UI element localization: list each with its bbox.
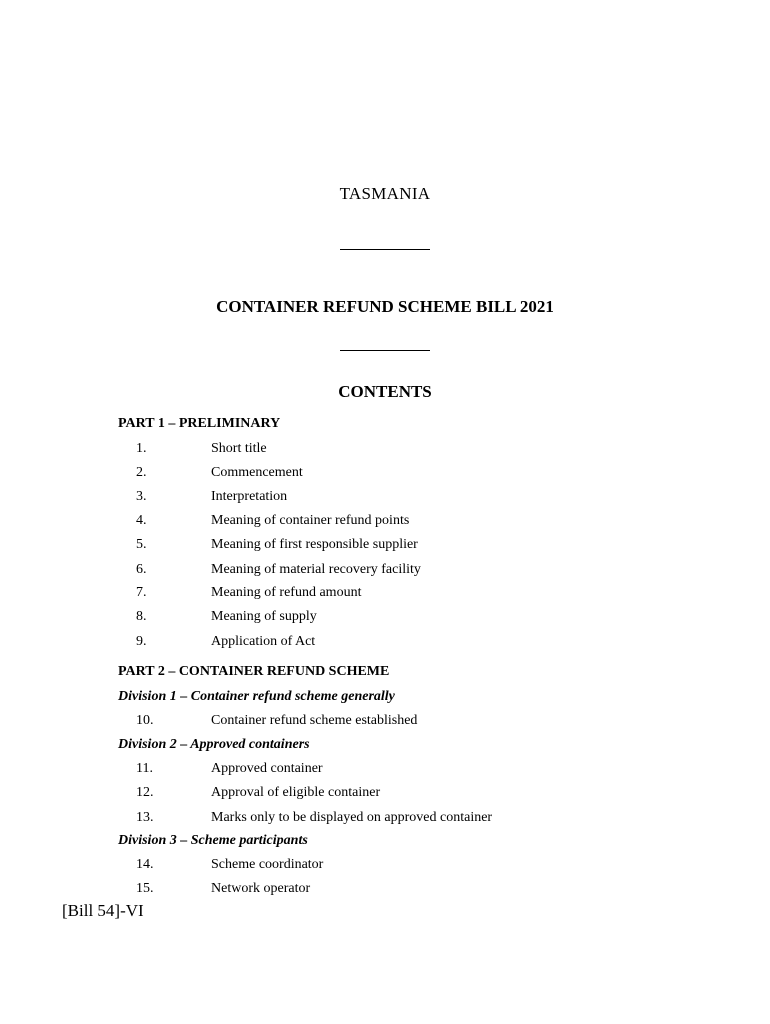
separator-rule [340, 350, 430, 351]
section-title: Meaning of container refund points [211, 513, 410, 528]
contents-entry [0, 465, 770, 485]
section-number: 3. [136, 489, 147, 504]
section-number: 13. [136, 810, 154, 825]
section-number: 1. [136, 441, 147, 456]
contents-entry [0, 441, 770, 461]
section-title: Meaning of supply [211, 609, 317, 624]
contents-entry [0, 489, 770, 509]
section-number: 12. [136, 785, 154, 800]
section-title: Approved container [211, 761, 323, 776]
section-number: 10. [136, 713, 154, 728]
contents-entry [0, 713, 770, 733]
section-title: Container refund scheme established [211, 713, 418, 728]
section-title: Meaning of refund amount [211, 585, 362, 600]
section-number: 6. [136, 562, 147, 577]
contents-entry [0, 513, 770, 533]
contents-heading: CONTENTS [338, 382, 432, 401]
section-title: Approval of eligible container [211, 785, 381, 800]
section-number: 5. [136, 537, 147, 552]
division-heading: Division 2 – Approved containers [118, 737, 310, 752]
section-title: Commencement [211, 465, 303, 480]
section-title: Interpretation [211, 489, 288, 504]
contents-entry [0, 881, 770, 901]
part-heading: PART 2 – CONTAINER REFUND SCHEME [118, 664, 390, 679]
contents-entry [0, 761, 770, 781]
contents-entry [0, 785, 770, 805]
section-number: 4. [136, 513, 147, 528]
bill-title: CONTAINER REFUND SCHEME BILL 2021 [216, 297, 554, 316]
part-heading: PART 1 – PRELIMINARY [118, 416, 281, 431]
division-heading: Division 1 – Container refund scheme generally [118, 689, 395, 704]
section-title: Meaning of first responsible supplier [211, 537, 418, 552]
section-number: 15. [136, 881, 154, 896]
section-title: Application of Act [211, 634, 316, 649]
contents-entry [0, 562, 770, 582]
section-number: 11. [136, 761, 153, 776]
jurisdiction-heading: TASMANIA [339, 184, 431, 203]
contents-entry [0, 537, 770, 557]
section-title: Short title [211, 441, 267, 456]
contents-entry [0, 857, 770, 877]
bill-reference: [Bill 54]-VI [62, 901, 144, 920]
contents-entry [0, 634, 770, 654]
section-number: 7. [136, 585, 147, 600]
section-title: Network operator [211, 881, 311, 896]
contents-entry [0, 585, 770, 605]
section-number: 2. [136, 465, 147, 480]
section-number: 8. [136, 609, 147, 624]
section-title: Scheme coordinator [211, 857, 324, 872]
division-heading: Division 3 – Scheme participants [118, 833, 308, 848]
section-title: Meaning of material recovery facility [211, 562, 421, 577]
separator-rule [340, 249, 430, 250]
contents-entry [0, 609, 770, 629]
contents-entry [0, 810, 770, 830]
section-number: 14. [136, 857, 154, 872]
section-title: Marks only to be displayed on approved container [211, 810, 493, 825]
section-number: 9. [136, 634, 147, 649]
